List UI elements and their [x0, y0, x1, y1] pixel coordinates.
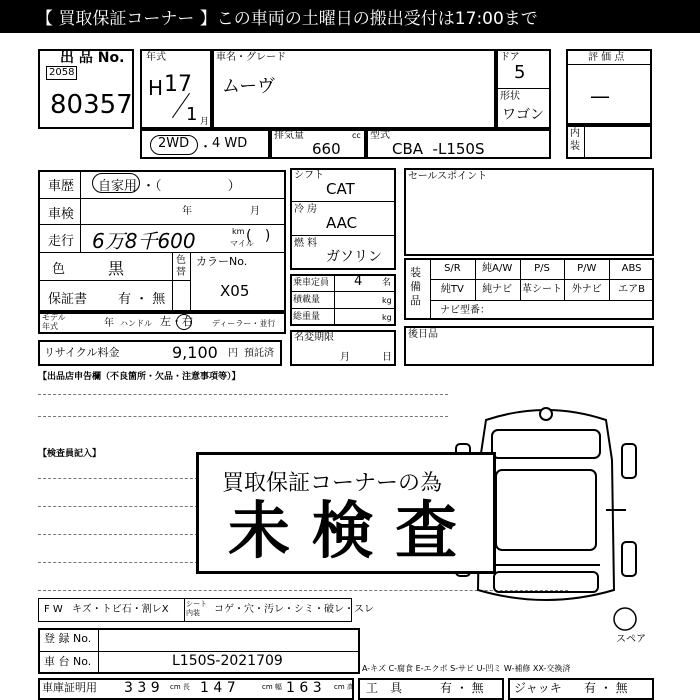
- insp-line-1: [38, 478, 198, 479]
- equipment-label: 装備品: [410, 266, 421, 307]
- colorcode-col-line: [190, 252, 191, 312]
- tools-label: 工 具: [366, 681, 403, 695]
- drive-selected: 2WD: [158, 136, 190, 151]
- inspection-label: 車検: [48, 207, 75, 222]
- shape-value: ワゴン: [502, 107, 544, 123]
- info-row-line-1: [38, 198, 286, 199]
- load-unit: kg: [382, 296, 392, 305]
- legend-fw: F W: [44, 604, 63, 615]
- gross-unit: kg: [382, 313, 392, 322]
- cert-d3: 1 6 3: [286, 680, 322, 696]
- lot-tag: 2058: [46, 66, 77, 80]
- cert-u2: cm 幅: [262, 683, 282, 691]
- spec-line-2: [290, 235, 396, 236]
- model-year-label: モデル年式: [42, 313, 66, 331]
- cert-label: 車庫証明用: [42, 681, 97, 694]
- gross-label: 総重量: [293, 312, 321, 322]
- type-value: CBA -L150S: [392, 140, 485, 158]
- license-exp-day: 日: [382, 352, 392, 363]
- mileage-label: 走行: [48, 234, 75, 249]
- cap-line-2: [290, 308, 396, 309]
- equipment-item: P/S: [534, 263, 550, 274]
- reg-col-line: [98, 628, 99, 674]
- rating-label: 評 価 点: [588, 52, 625, 63]
- damage-codes: A-キズ C-腐食 E-エクボ S-サビ U-凹ミ W-補修 XX-交換済: [362, 664, 571, 673]
- color-swap-label: 色替: [176, 255, 186, 278]
- cap-line-1: [290, 291, 396, 292]
- shape-label: 形状: [500, 91, 520, 102]
- capacity-value: 4: [354, 274, 363, 289]
- equipment-item: S/R: [444, 263, 461, 274]
- registration-label: 登 録 No.: [44, 632, 92, 645]
- equipment-col-line: [564, 258, 565, 279]
- equipment-col-line: [609, 279, 610, 300]
- eq-row-line-2: [430, 300, 654, 301]
- storage-box: [404, 326, 654, 366]
- lot-number: 80357: [50, 90, 133, 120]
- storage-label: 後日品: [408, 329, 438, 340]
- rating-value: —: [590, 84, 610, 108]
- tools-value: 有 ・ 無: [440, 681, 484, 695]
- legend-divider: [184, 598, 185, 622]
- handle-label: ハンドル: [120, 319, 152, 328]
- fuel-label: 燃 料: [294, 238, 318, 249]
- interior-divider: [584, 125, 585, 159]
- capacity-unit: 名: [382, 278, 392, 288]
- inspector-label: 【検査員記入】: [38, 449, 102, 459]
- mileage-value: 6万8千600: [92, 229, 196, 253]
- equipment-item: 純ナビ: [482, 284, 513, 295]
- spare-label: スペア: [616, 634, 646, 645]
- ac-label: 冷 房: [294, 204, 318, 215]
- equipment-col-line: [475, 258, 476, 279]
- doors-label: ドア: [500, 52, 520, 63]
- equipment-col-line: [520, 279, 521, 300]
- notes-line-2: [38, 416, 448, 417]
- equipment-item: 純TV: [440, 284, 464, 295]
- capacity-label: 乗車定員: [293, 278, 330, 288]
- warranty-value: 有 ・ 無: [118, 292, 166, 307]
- spec-line-1: [290, 201, 396, 202]
- equipment-item: 革シート: [521, 284, 562, 295]
- inspection-year-unit: 年: [182, 206, 192, 217]
- cert-d2: 1 4 7: [200, 680, 236, 696]
- cert-d1: 3 3 9: [124, 680, 160, 696]
- recycle-value: 9,100: [172, 343, 218, 362]
- year-month: 1: [186, 104, 198, 125]
- recycle-unit: 円: [228, 348, 238, 359]
- jack-label: ジャッキ: [514, 681, 562, 695]
- insp-line-4: [38, 562, 198, 563]
- reg-line: [38, 651, 360, 652]
- shift-value: CAT: [326, 180, 355, 198]
- color-col-line: [172, 252, 173, 312]
- inspection-month-unit: 月: [250, 206, 260, 217]
- color-code-label: カラーNo.: [196, 255, 248, 268]
- chassis-value: L150S-2021709: [172, 653, 283, 669]
- jack-value: 有 ・ 無: [584, 681, 628, 695]
- year-era: H: [148, 76, 164, 100]
- equipment-navi: ナビ型番：: [440, 305, 490, 316]
- equipment-col-line: [475, 279, 476, 300]
- chassis-label: 車 台 No.: [44, 655, 92, 668]
- model-year-unit: 年: [104, 318, 114, 329]
- drive-other: 4 WD: [212, 136, 248, 151]
- legend-fw-text: キズ・トビ石・割レX: [72, 604, 169, 615]
- displacement-unit: cc: [352, 131, 361, 140]
- drive-sep: ・: [199, 140, 213, 155]
- history-rest: ・（ ）: [142, 179, 241, 194]
- fuel-value: ガソリン: [326, 249, 382, 265]
- type-label: 型式: [370, 130, 390, 141]
- equipment-item: P/W: [577, 263, 597, 274]
- equipment-col-line: [609, 258, 610, 279]
- header-banner-text: 【 買取保証コーナー 】この車両の土曜日の搬出受付は17:00まで: [36, 9, 538, 29]
- model-value: ムーヴ: [222, 76, 276, 97]
- equipment-col-line: [564, 279, 565, 300]
- info-row-line-4: [38, 280, 190, 281]
- eq-row-line-1: [430, 279, 654, 280]
- doors-divider: [496, 88, 551, 89]
- load-label: 積載量: [293, 295, 321, 305]
- history-selected: 自家用: [98, 179, 138, 194]
- notes-line-1: [38, 394, 448, 395]
- equipment-col-line: [520, 258, 521, 279]
- year-month-unit: 月: [200, 117, 210, 127]
- legend-seat-text: コゲ・穴・汚レ・シミ・破レ・スレ: [214, 604, 374, 615]
- equipment-item: エアB: [618, 284, 646, 295]
- rating-divider: [566, 64, 652, 65]
- license-exp-label: 名変期限: [294, 332, 334, 343]
- stamp-line1: 買取保証コーナーの為: [222, 471, 443, 496]
- info-col-line: [80, 170, 81, 252]
- lot-label: 出 品 No.: [60, 50, 125, 66]
- spare-tire-icon: [612, 606, 638, 632]
- model-label: 車名・グレード: [216, 52, 286, 63]
- recycle-status: 預託済: [244, 348, 274, 359]
- dealer-value: ディーラー・並行: [212, 319, 276, 328]
- color-label: 色: [52, 262, 66, 277]
- recycle-label: リサイクル料金: [44, 346, 120, 359]
- insp-line-2: [38, 506, 198, 507]
- history-label: 車歴: [48, 179, 75, 194]
- sales-label: セールスポイント: [408, 171, 488, 182]
- year-value: 17: [164, 72, 192, 97]
- color-code: X05: [220, 282, 250, 300]
- handle-value: 左・右: [160, 315, 193, 328]
- stamp-line2: 未 検 査: [228, 494, 458, 567]
- notes-label: 【出品店申告欄（不良箇所・欠品・注意事項等）】: [38, 372, 241, 382]
- equipment-item: 純A/W: [482, 263, 513, 274]
- equipment-item: 外ナビ: [571, 284, 602, 295]
- color-value: 黒: [108, 259, 125, 278]
- legend-seat: シート内装: [186, 600, 207, 617]
- displacement-value: 660: [312, 140, 341, 158]
- license-exp-month: 月: [340, 352, 350, 363]
- cert-u3: cm 高: [334, 683, 354, 691]
- interior-label: 内装: [570, 128, 580, 152]
- doors-value: 5: [514, 62, 526, 83]
- year-label: 年式: [146, 52, 166, 63]
- cert-u1: cm 長: [170, 683, 190, 691]
- equipment-item: ABS: [621, 263, 642, 274]
- shift-label: シフト: [294, 170, 324, 181]
- insp-line-3: [38, 534, 198, 535]
- mileage-bracket: ( ): [246, 228, 271, 244]
- cap-col-line: [334, 274, 335, 326]
- mileage-unit-mile: マイル: [230, 239, 254, 248]
- displacement-label: 排気量: [274, 130, 304, 141]
- mileage-unit-km: km: [232, 227, 245, 236]
- ac-value: AAC: [326, 214, 358, 232]
- warranty-label: 保証書: [48, 292, 88, 307]
